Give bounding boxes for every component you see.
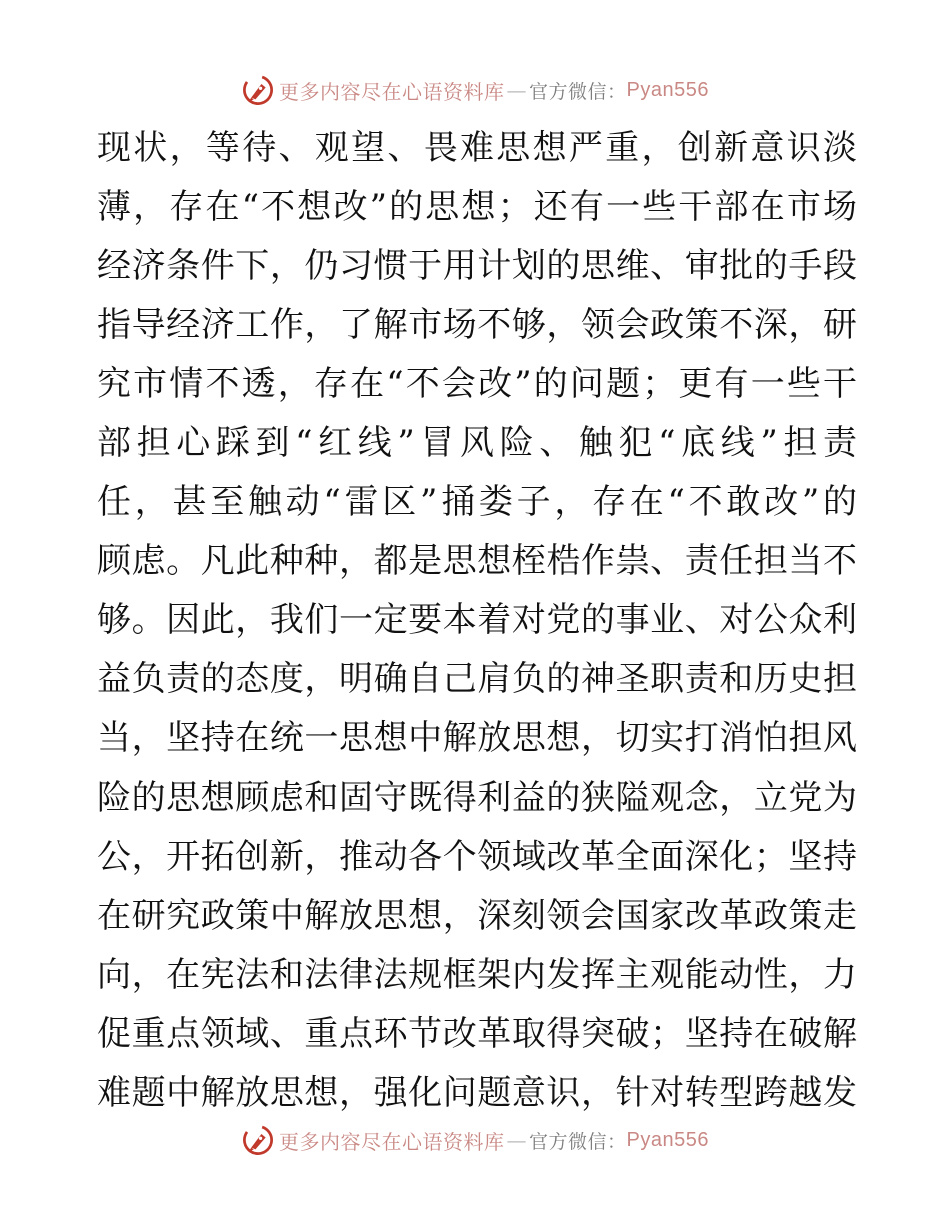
pen-nib-logo-icon [241, 1123, 275, 1157]
text-line: 经济条件下，仍习惯于用计划的思维、审批的手段 [97, 246, 857, 287]
watermark-separator: — [506, 78, 527, 102]
footer-watermark [0, 1120, 950, 1160]
text-line: 现状，等待、观望、畏难思想严重，创新意识淡 [97, 128, 857, 168]
text-line: 促重点领域、重点环节改革取得突破；坚持在破解 [97, 1013, 857, 1054]
text-line: 指导经济工作，了解市场不够，领会政策不深，研 [97, 305, 857, 346]
document-body [97, 119, 857, 1123]
watermark-wechat-id: Pyan556 [626, 1128, 709, 1151]
text-line: 顾虑。凡此种种，都是思想桎梏作祟、责任担当不 [97, 541, 857, 582]
text-line: 在研究政策中解放思想，深刻领会国家改革政策走 [97, 895, 857, 936]
text-line: 险的思想顾虑和固守既得利益的狭隘观念，立党为 [97, 777, 857, 818]
text-line: 部担心踩到“红线”冒风险、触犯“底线”担责 [97, 423, 857, 464]
text-line: 够。因此，我们一定要本着对党的事业、对公众利 [97, 600, 857, 641]
text-line: 公，开拓创新，推动各个领域改革全面深化；坚持 [97, 836, 857, 877]
text-line: 益负责的态度，明确自己肩负的神圣职责和历史担 [97, 659, 857, 700]
text-line: 任，甚至触动“雷区”捅娄子，存在“不敢改”的 [97, 482, 857, 523]
watermark-label: 官方微信： [529, 1130, 627, 1153]
text-line: 究市情不透，存在“不会改”的问题；更有一些干 [97, 364, 857, 405]
text-line: 难题中解放思想，强化问题意识，针对转型跨越发 [97, 1072, 857, 1113]
watermark-brand-text: 更多内容尽在心语资料库 [279, 1129, 505, 1154]
header-watermark [0, 70, 950, 110]
text-line: 薄，存在“不想改”的思想；还有一些干部在市场 [97, 187, 857, 228]
watermark-wechat-id: Pyan556 [626, 78, 709, 101]
pen-nib-logo-icon [241, 73, 275, 107]
watermark-separator: — [506, 1128, 527, 1152]
text-line: 当，坚持在统一思想中解放思想，切实打消怕担风 [97, 718, 857, 759]
watermark-label: 官方微信： [529, 80, 627, 103]
watermark-brand-text: 更多内容尽在心语资料库 [279, 79, 505, 104]
text-line: 向，在宪法和法律法规框架内发挥主观能动性，力 [97, 954, 857, 995]
